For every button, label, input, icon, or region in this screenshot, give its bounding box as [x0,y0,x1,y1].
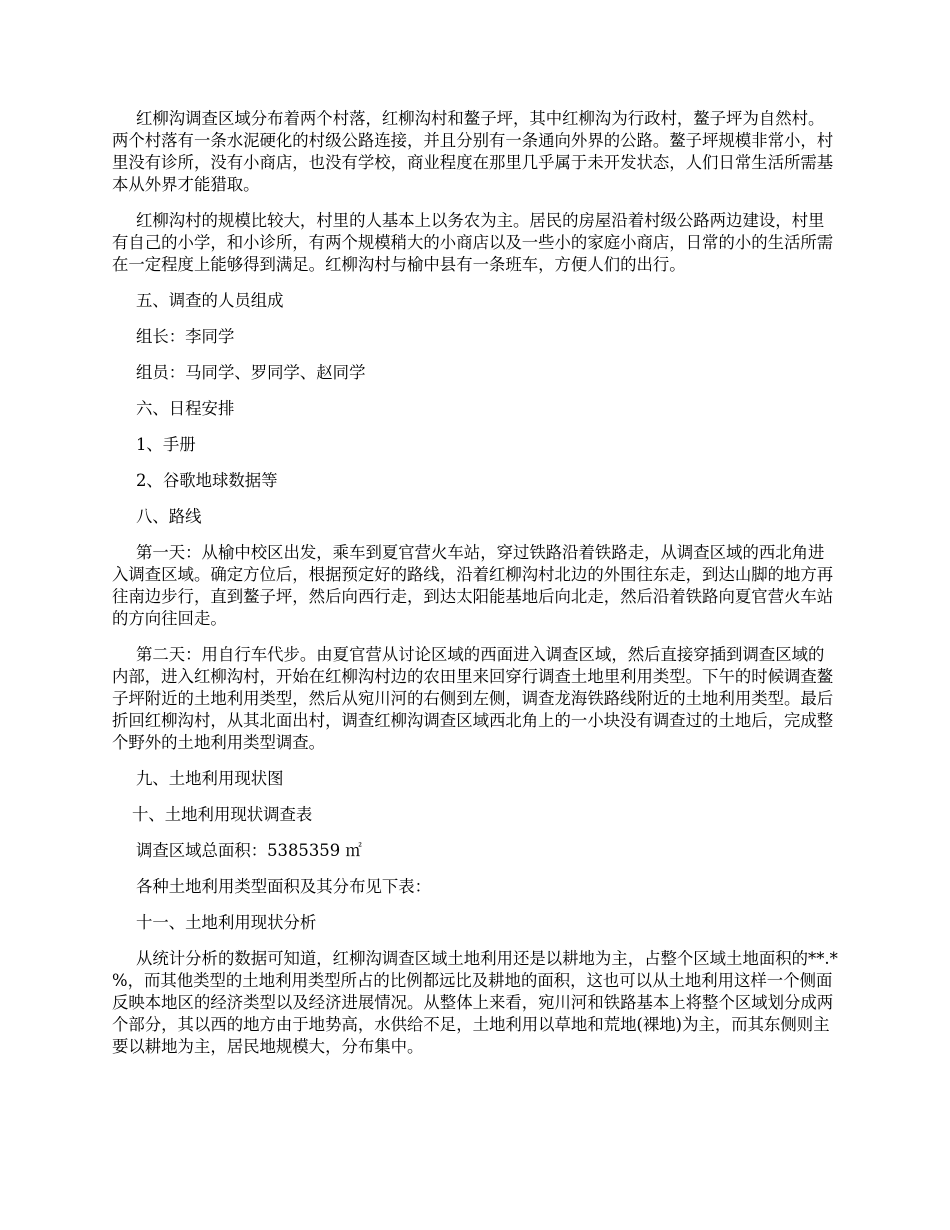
team-members-line: 组员：马同学、罗同学、赵同学 [136,363,366,382]
section-heading-analysis: 十一、土地利用现状分析 [136,913,317,932]
total-area-line: 调查区域总面积：5385359 ㎡ [136,841,362,860]
section-heading-personnel: 五、调查的人员组成 [136,291,284,310]
team-leader-line: 组长：李同学 [136,327,235,346]
paragraph-village-overview: 红柳沟调查区域分布着两个村落，红柳沟村和鳌子坪，其中红柳沟为行政村，鳌子坪为自然村。两个村落有一条水泥硬化的村级公路连接，并且分别有一条通向外界的公路。鳌子坪规模非常小，村里没有诊所，没有小商店，也没有学校，商业程度在那里几乎属于未开发状态，人们日常生活所需基本从外界才能猎取。 [112,109,834,194]
list-item-handbook: 1、手册 [136,435,196,454]
table-intro-line: 各种土地利用类型面积及其分布见下表： [136,877,432,896]
list-item-google-earth: 2、谷歌地球数据等 [136,471,278,490]
paragraph-day-one: 第一天：从榆中校区出发，乘车到夏官营火车站，穿过铁路沿着铁路走，从调查区域的西北角进入调查区域。确定方位后，根据预定好的路线，沿着红柳沟村北边的外围往东走，到达山脚的地方再往南边步行，直到鳌子坪，然后向西行走，到达太阳能基地后向北走，然后沿着铁路向夏官营火车站的方向往回走。 [112,543,834,628]
paragraph-hongliugou-village: 红柳沟村的规模比较大，村里的人基本上以务农为主。居民的房屋沿着村级公路两边建设，村里有自己的小学，和小诊所，有两个规模稍大的小商店以及一些小的家庭小商店，日常的小的生活所需在一定程度上能够得到满足。红柳沟村与榆中县有一条班车，方便人们的出行。 [112,211,834,274]
paragraph-analysis: 从统计分析的数据可知道，红柳沟调查区域土地利用还是以耕地为主，占整个区域土地面积的**.*%，而其他类型的土地利用类型所占的比例都远比及耕地的面积，这也可以从土地利用这样一个侧面反映本地区的经济类型以及经济进展情况。从整体上来看，宛川河和铁路基本上将整个区域划分成两个部分，其以西的地方由于地势高，水供给不足，土地利用以草地和荒地(裸地)为主，而其东侧则主要以耕地为主，居民地规模大，分布集中。 [112,949,838,1056]
document-page [112,108,840,1072]
section-heading-land-use-map: 九、土地利用现状图 [136,769,284,788]
section-heading-schedule: 六、日程安排 [136,399,235,418]
section-heading-survey-table: 十、土地利用现状调查表 [132,805,313,824]
section-heading-route: 八、路线 [136,507,202,526]
paragraph-day-two: 第二天：用自行车代步。由夏官营从讨论区域的西面进入调查区域，然后直接穿插到调查区域的内部，进入红柳沟村，开始在红柳沟村边的农田里来回穿行调查土地里利用类型。下午的时候调查鳌子坪附近的土地利用类型，然后从宛川河的右侧到左侧，调查龙海铁路线附近的土地利用类型。最后折回红柳沟村，从其北面出村，调查红柳沟调查区域西北角上的一小块没有调查过的土地后，完成整个野外的土地利用类型调查。 [112,645,834,752]
